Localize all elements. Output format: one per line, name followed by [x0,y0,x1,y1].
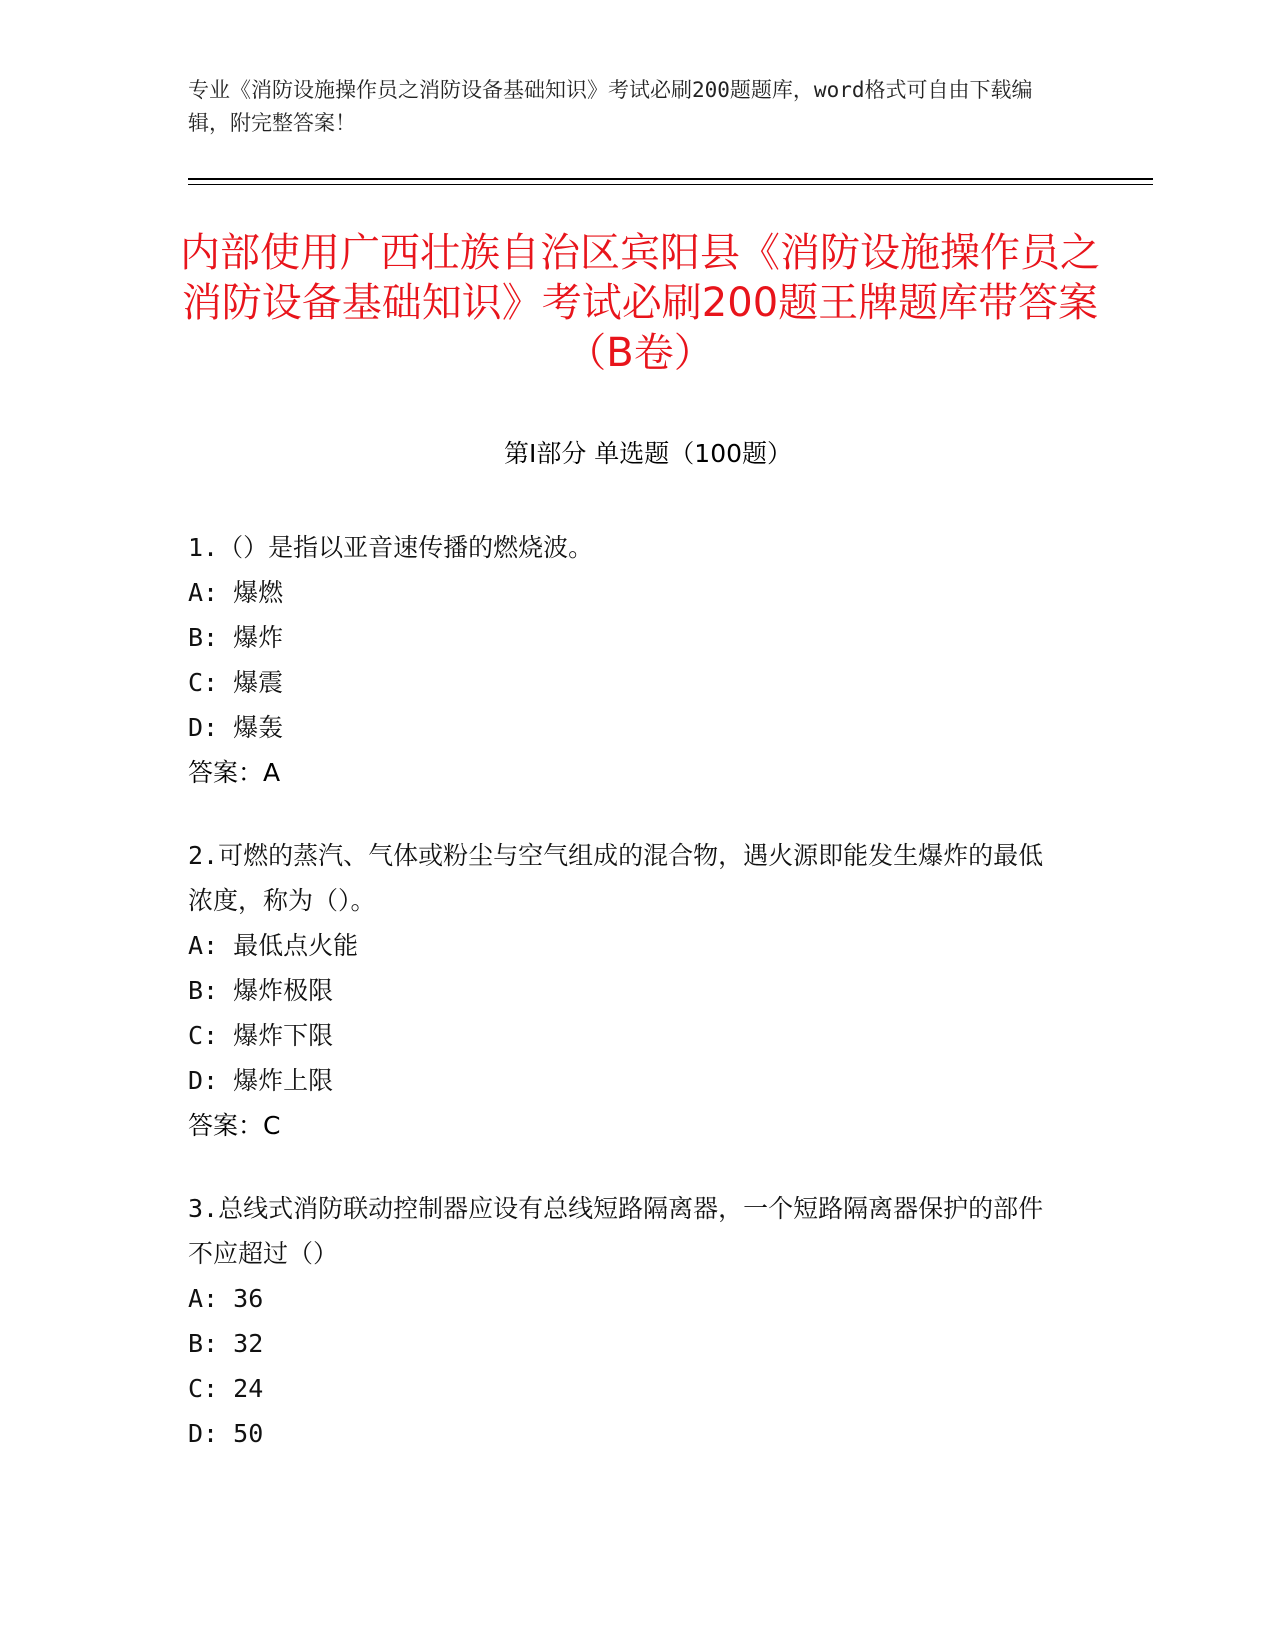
question-list [188,525,1068,1494]
question-stem: 3.总线式消防联动控制器应设有总线短路隔离器，一个短路隔离器保护的部件不应超过（） [188,1194,1044,1268]
option-b: B: 32 [188,1329,264,1358]
option-d: D: 爆轰 [188,713,284,742]
question-3 [188,1186,1068,1456]
option-b: B: 爆炸极限 [188,976,334,1005]
option-a: A: 最低点火能 [188,931,359,960]
question-1 [188,525,1068,795]
document-title: 内部使用广西壮族自治区宾阳县《消防设施操作员之消防设备基础知识》考试必刷200题王牌题库带答案（B卷） [180,230,1100,376]
option-a: A: 爆燃 [188,578,284,607]
option-c: C: 24 [188,1374,264,1403]
answer-line: 答案：C [188,1111,281,1140]
question-2 [188,833,1068,1148]
option-d: D: 50 [188,1419,264,1448]
header-note: 专业《消防设施操作员之消防设备基础知识》考试必刷200题题库，word格式可自由下载编辑，附完整答案！ [188,78,1033,135]
option-d: D: 爆炸上限 [188,1066,334,1095]
question-stem: 2.可燃的蒸汽、气体或粉尘与空气组成的混合物，遇火源即能发生爆炸的最低浓度，称为（）。 [188,841,1044,915]
section-heading: 第I部分 单选题（100题） [503,439,793,468]
option-a: A: 36 [188,1284,264,1313]
header-divider-thin [188,184,1153,185]
question-stem: 1.（）是指以亚音速传播的燃烧波。 [188,533,594,562]
header-divider-thick [188,178,1153,180]
option-b: B: 爆炸 [188,623,284,652]
option-c: C: 爆震 [188,668,284,697]
option-c: C: 爆炸下限 [188,1021,334,1050]
answer-line: 答案：A [188,758,281,787]
